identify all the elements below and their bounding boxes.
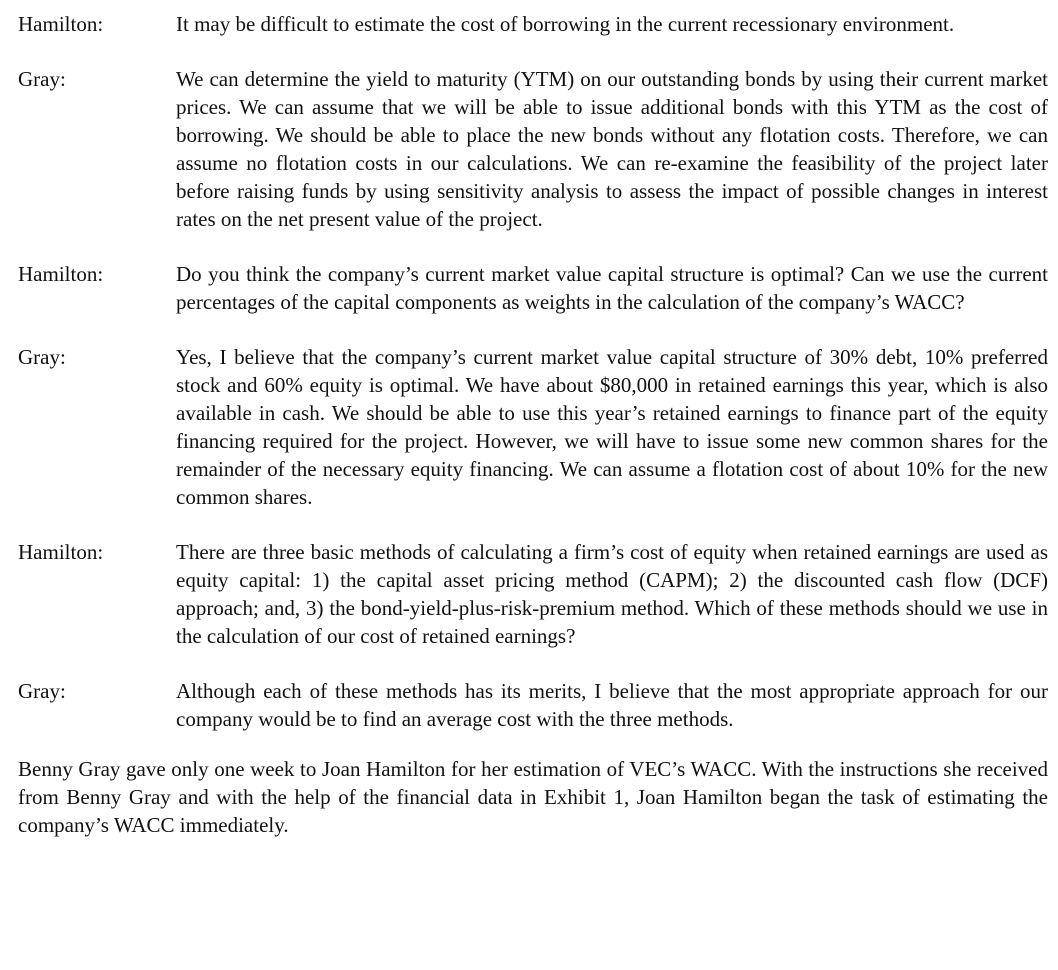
narrative-paragraph: Benny Gray gave only one week to Joan Hamilton for her estimation of VEC’s WACC. With the instructions she received from Benny Gray and with the help of the financial data in Exhibit 1, Joan Hamilton began the task of estimating the company’s WACC immediately.: [18, 757, 1048, 837]
utterance-text: Yes, I believe that the company’s current market value capital structure of 30% debt, 10% preferred stock and 60% equity is optimal. We have about $80,000 in retained earnings this year, which is also available in cash. We should be able to use this year’s retained earnings to finance part of the equity financing required for the project. However, we will have to issue some new common shares for the remainder of the necessary equity financing. We can assume a flotation cost of about 10% for the new common shares.: [176, 345, 1048, 509]
speaker-label: Gray:: [18, 345, 66, 369]
dialogue-turn: [0, 10, 1058, 38]
dialogue-turn: [0, 343, 1058, 511]
utterance-text: Do you think the company’s current market value capital structure is optimal? Can we use the current percentages of the capital components as weights in the calculation of the company’s WACC?: [176, 262, 1048, 314]
dialogue-turn: [0, 260, 1058, 316]
utterance-text: We can determine the yield to maturity (YTM) on our outstanding bonds by using their current market prices. We can assume that we will be able to issue additional bonds with this YTM as the cost of borrowing. We should be able to place the new bonds without any flotation costs. Therefore, we can assume no flotation costs in our calculations. We can re-examine the feasibility of the project later before raising funds by using sensitivity analysis to assess the impact of possible changes in interest rates on the net present value of the project.: [176, 67, 1048, 231]
dialogue-turn: [0, 538, 1058, 650]
speaker-label: Hamilton:: [18, 262, 104, 286]
utterance-text: Although each of these methods has its merits, I believe that the most appropriate approach for our company would be to find an average cost with the three methods.: [176, 679, 1048, 731]
speaker-label: Gray:: [18, 67, 66, 91]
dialogue-turn: [0, 65, 1058, 233]
speaker-label: Hamilton:: [18, 12, 104, 36]
dialogue-turn: [0, 677, 1058, 733]
dialogue-transcript: [0, 10, 1058, 733]
speaker-label: Hamilton:: [18, 540, 104, 564]
speaker-label: Gray:: [18, 679, 66, 703]
utterance-text: There are three basic methods of calculating a firm’s cost of equity when retained earnings are used as equity capital: 1) the capital asset pricing method (CAPM); 2) the discounted cash flow (DCF) approach; and, 3) the bond-yield-plus-risk-premium method. Which of these methods should we use in the calculation of our cost of retained earnings?: [176, 540, 1048, 648]
utterance-text: It may be difficult to estimate the cost of borrowing in the current recessionary environment.: [176, 12, 955, 36]
